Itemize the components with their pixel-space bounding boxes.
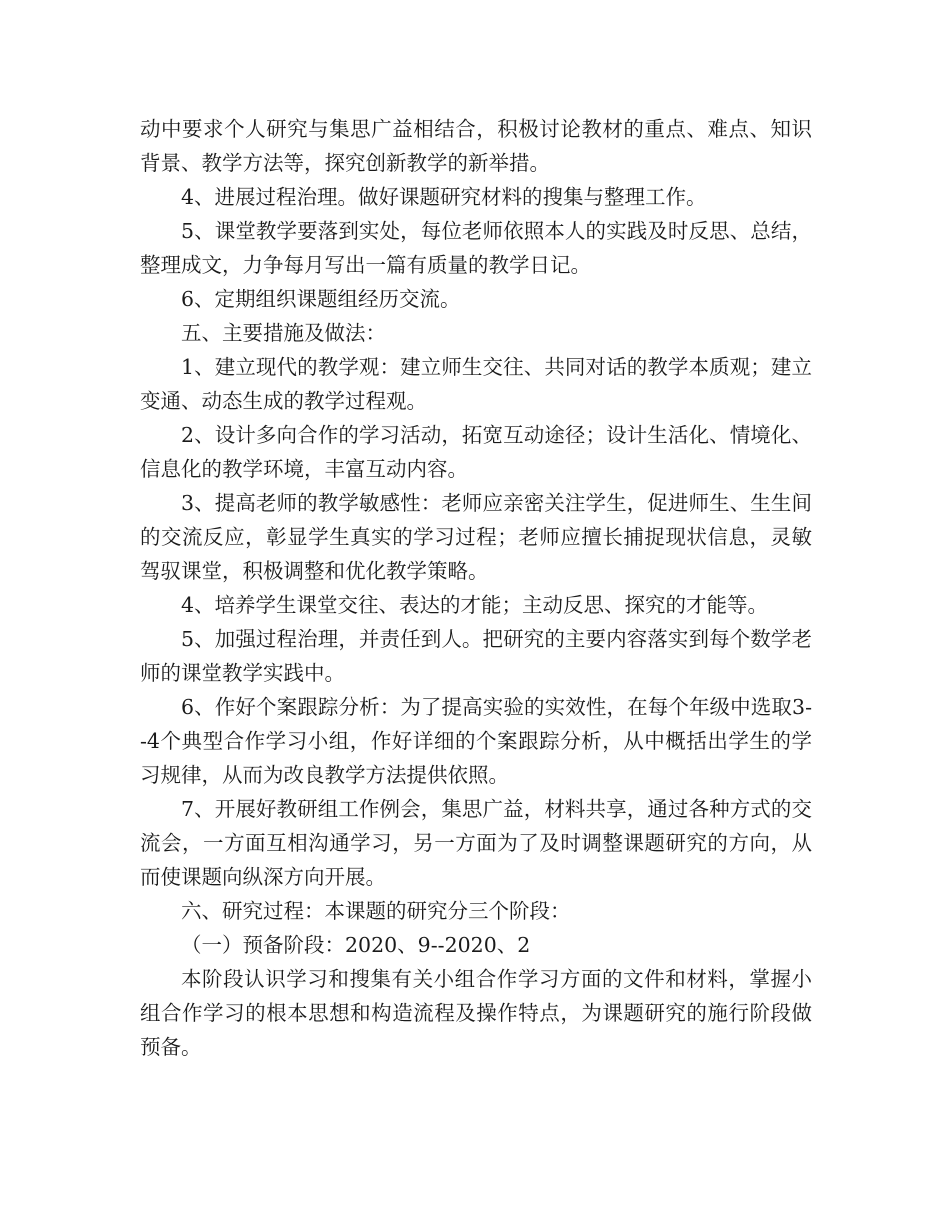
measure-item-2: 2、设计多向合作的学习活动，拓宽互动途径；设计生活化、情境化、信息化的教学环境，丰富互动内容。 [140, 423, 812, 481]
paragraph-continued: 动中要求个人研究与集思广益相结合，积极讨论教材的重点、难点、知识背景、教学方法等，探究创新教学的新举措。 [140, 117, 812, 175]
measure-item-4: 4、培养学生课堂交往、表达的才能；主动反思、探究的才能等。 [181, 593, 769, 617]
section-heading-5: 五、主要措施及做法： [181, 321, 386, 345]
paragraph-item-6: 6、定期组织课题组经历交流。 [181, 287, 461, 311]
measure-item-3: 3、提高老师的教学敏感性：老师应亲密关注学生，促进师生、生生间的交流反应，彰显学生真实的学习过程；老师应擅长捕捉现状信息，灵敏驾驭课堂，积极调整和优化教学策略。 [140, 491, 812, 583]
paragraph-item-5: 5、课堂教学要落到实处，每位老师依照本人的实践及时反思、总结，整理成文，力争每月写出一篇有质量的教学日记。 [140, 219, 812, 277]
section-heading-6: 六、研究过程：本课题的研究分三个阶段： [181, 899, 571, 923]
measure-item-5: 5、加强过程治理，并责任到人。把研究的主要内容落实到每个数学老师的课堂教学实践中。 [140, 627, 812, 685]
stage-description-1: 本阶段认识学习和搜集有关小组合作学习方面的文件和材料，掌握小组合作学习的根本思想和构造流程及操作特点，为课题研究的施行阶段做预备。 [140, 967, 812, 1059]
document-page [140, 112, 812, 1064]
measure-item-6: 6、作好个案跟踪分析：为了提高实验的实效性，在每个年级中选取3--4个典型合作学习小组，作好详细的个案跟踪分析，从中概括出学生的学习规律，从而为改良教学方法提供依照。 [140, 695, 812, 787]
stage-heading-1: （一）预备阶段：2020、9--2020、2 [181, 933, 531, 957]
measure-item-1: 1、建立现代的教学观：建立师生交往、共同对话的教学本质观；建立变通、动态生成的教学过程观。 [140, 355, 812, 413]
paragraph-item-4: 4、进展过程治理。做好课题研究材料的搜集与整理工作。 [181, 185, 707, 209]
measure-item-7: 7、开展好教研组工作例会，集思广益，材料共享，通过各种方式的交流会，一方面互相沟通学习，另一方面为了及时调整课题研究的方向，从而使课题向纵深方向开展。 [140, 797, 812, 889]
